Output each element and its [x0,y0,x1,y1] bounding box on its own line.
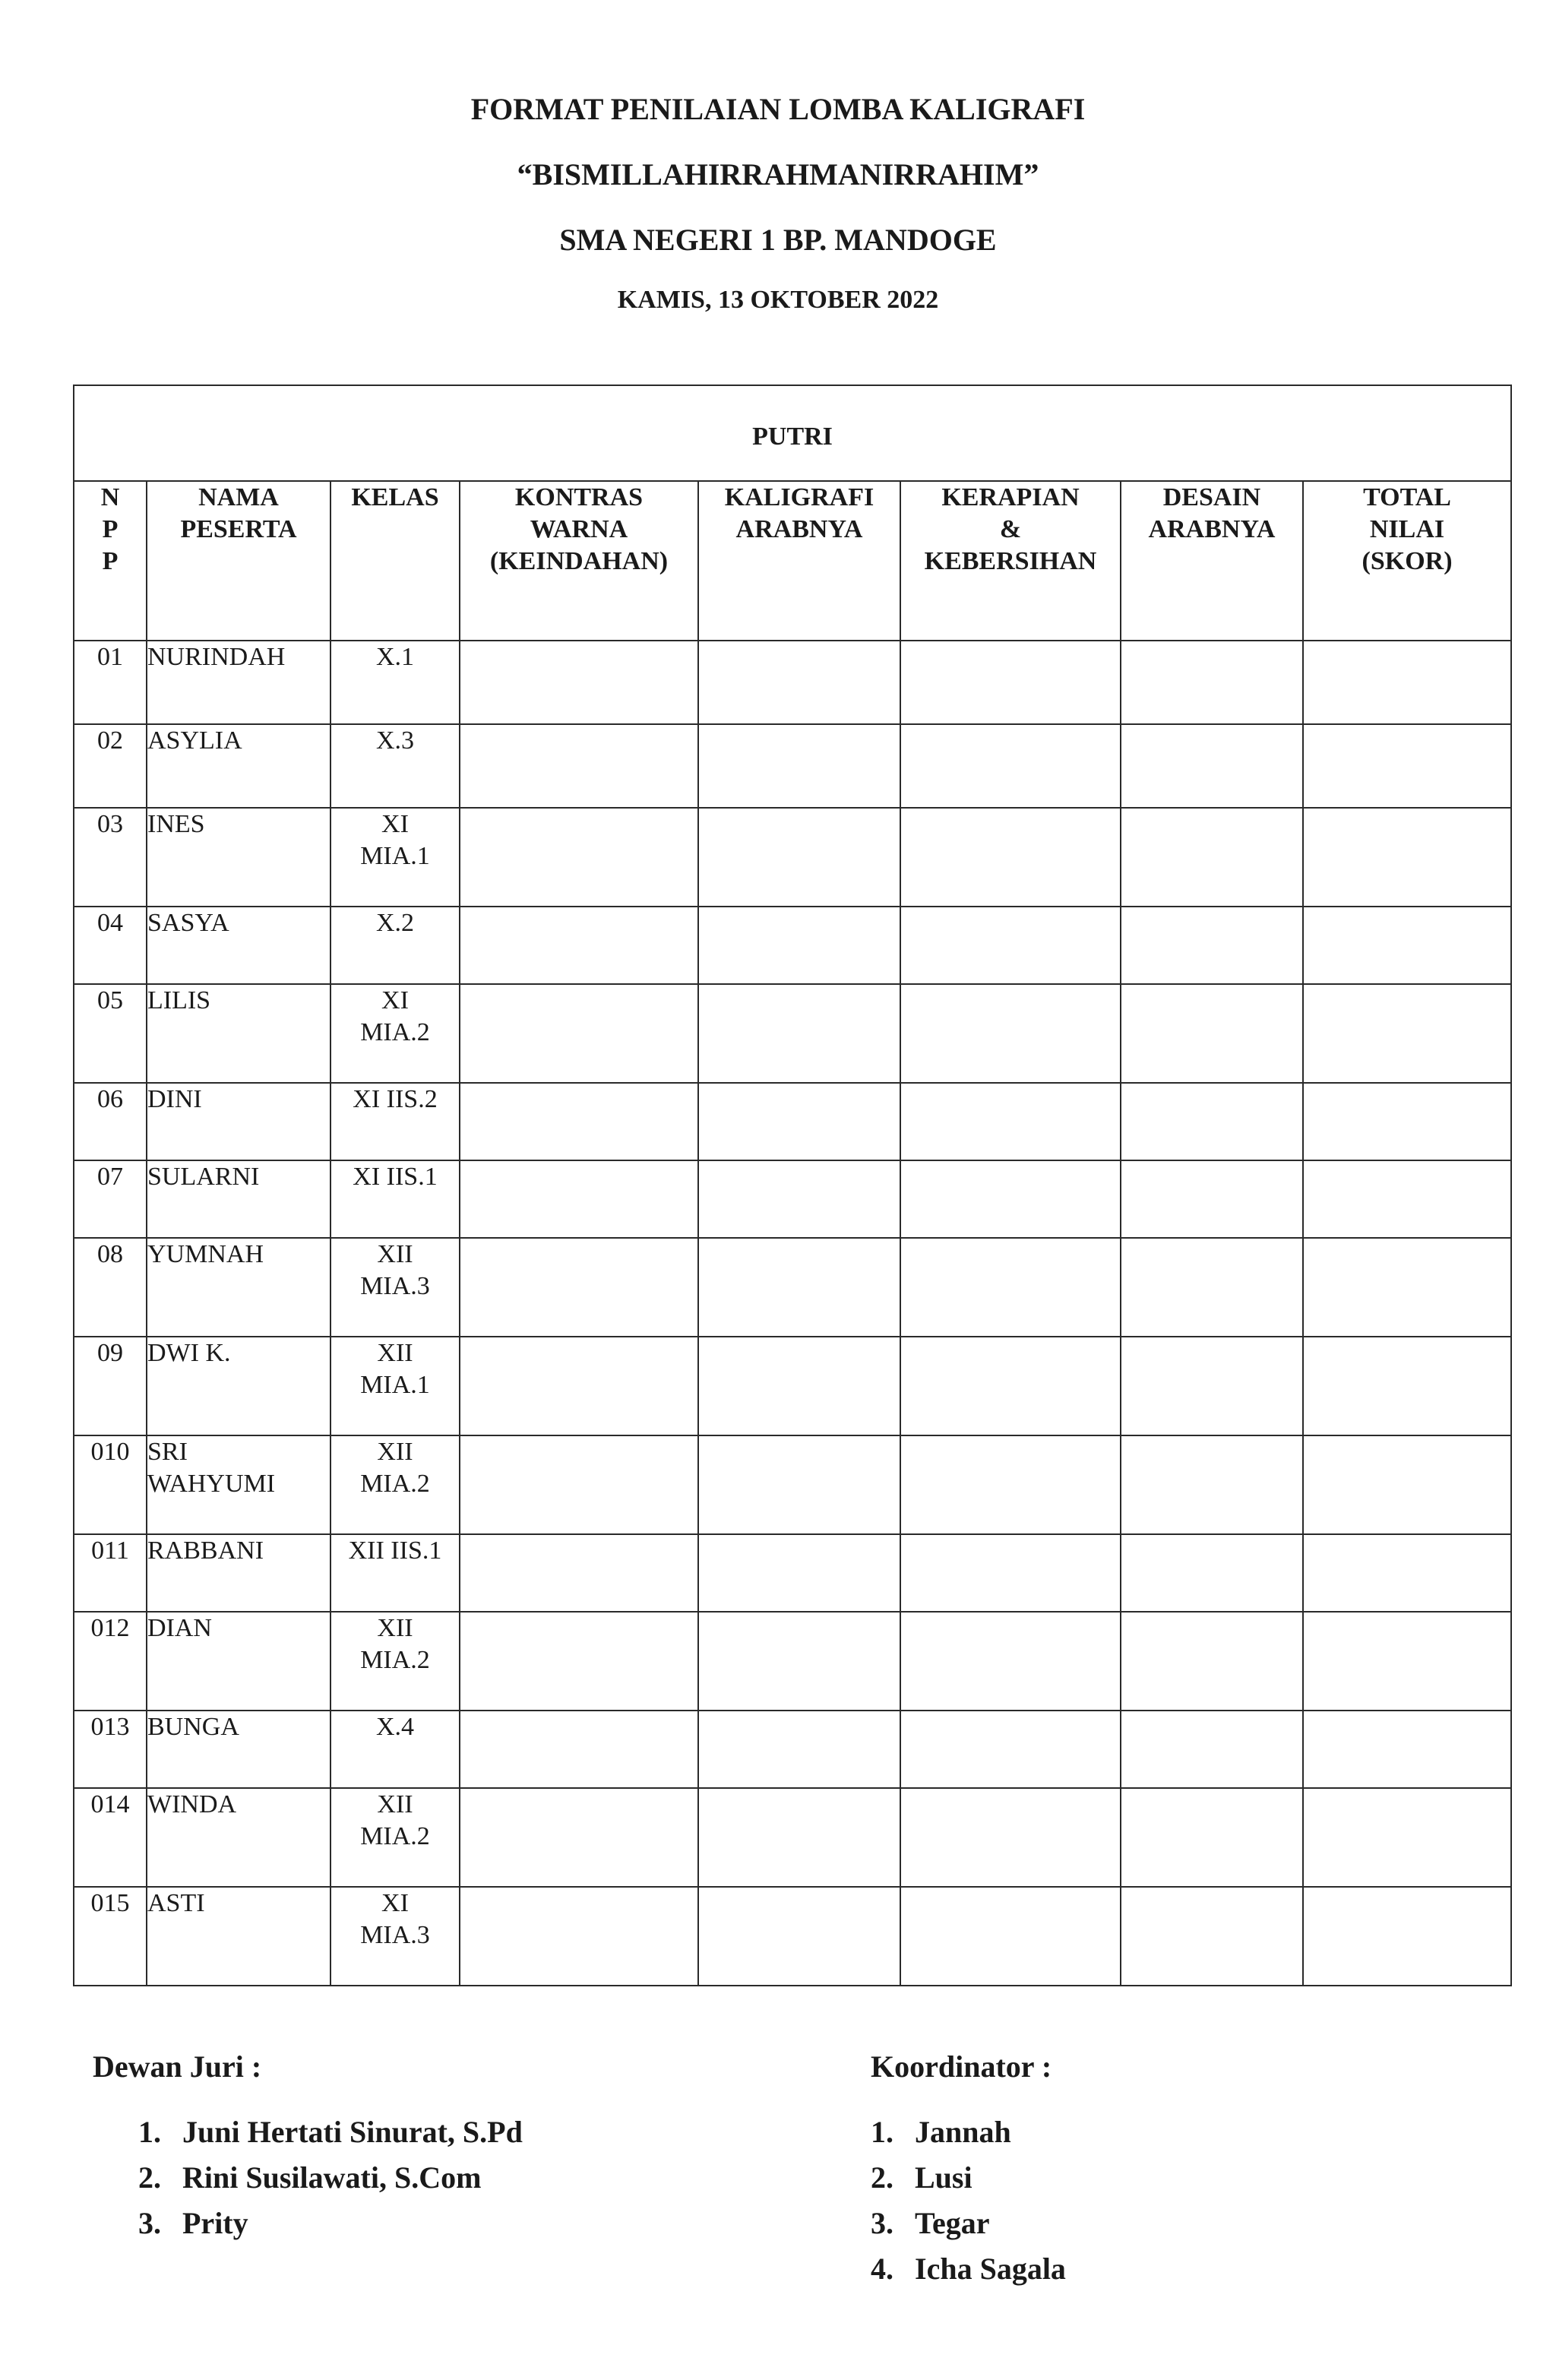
score-kerapian-cell [900,1435,1121,1534]
juri-item [138,2109,523,2155]
npp-cell [74,1337,147,1435]
header-kontras [460,481,698,641]
table-row [74,1711,1511,1788]
score-kontras-cell [460,1337,698,1435]
kelas-value: XI [381,810,409,838]
header-total-line: NILAI [1369,515,1445,543]
kelas-cell [330,1337,460,1435]
npp-cell [74,1887,147,1986]
kelas-value: X.2 [375,909,415,937]
score-kontras-cell [460,1887,698,1986]
kelas-cell [330,1238,460,1337]
table-row [74,1887,1511,1986]
score-kerapian-cell [900,1887,1121,1986]
juri-number: 1. [138,2115,161,2149]
score-kontras-cell [460,1711,698,1788]
juri-name: Rini Susilawati, S.Com [182,2160,482,2195]
npp-cell [74,1711,147,1788]
score-kerapian-cell [900,1711,1121,1788]
score-kontras-cell [460,641,698,724]
nama-cell [147,1160,330,1238]
nama-value: INES [147,810,205,838]
koordinator-heading: Koordinator : [871,2049,1052,2084]
npp-value: 09 [97,1339,123,1367]
score-kaligrafi-cell [698,1534,900,1612]
score-desain-cell [1121,1160,1303,1238]
table-row [74,1083,1511,1160]
score-kontras-cell [460,984,698,1083]
npp-value: 015 [90,1889,130,1917]
score-total-cell [1303,1612,1511,1711]
nama-cell [147,1435,330,1534]
score-desain-cell [1121,1788,1303,1887]
kelas-value: MIA.2 [360,1822,430,1850]
koordinator-name: Tegar [915,2206,990,2240]
npp-cell [74,1435,147,1534]
nama-value: YUMNAH [147,1240,264,1268]
kelas-cell [330,1711,460,1788]
npp-cell [74,1534,147,1612]
kelas-value: MIA.1 [360,1371,430,1399]
koordinator-item [871,2155,1066,2201]
kelas-value: XII IIS.1 [348,1537,442,1565]
score-total-cell [1303,724,1511,808]
score-kontras-cell [460,1534,698,1612]
kelas-cell [330,1612,460,1711]
kelas-value: XII [377,1240,413,1268]
score-kerapian-cell [900,1612,1121,1711]
nama-cell [147,724,330,808]
score-kaligrafi-cell [698,808,900,907]
score-kaligrafi-cell [698,1711,900,1788]
table-row [74,641,1511,724]
nama-value: NURINDAH [147,643,286,671]
kelas-value: XII [377,1614,413,1642]
score-kerapian-cell [900,724,1121,808]
score-kontras-cell [460,1238,698,1337]
nama-cell [147,1612,330,1711]
koordinator-item [871,2201,1066,2246]
score-total-cell [1303,641,1511,724]
header-total [1303,481,1511,641]
score-kontras-cell [460,1160,698,1238]
npp-cell [74,1612,147,1711]
score-kontras-cell [460,808,698,907]
score-total-cell [1303,1711,1511,1788]
nama-cell [147,1788,330,1887]
nama-value: WAHYUMI [147,1470,276,1498]
nama-value: ASTI [147,1889,205,1917]
table-row [74,1160,1511,1238]
npp-value: 05 [97,986,123,1014]
kelas-cell [330,1887,460,1986]
nama-cell [147,1337,330,1435]
score-desain-cell [1121,1887,1303,1986]
npp-value: 07 [97,1163,123,1191]
koordinator-item [871,2246,1066,2292]
kelas-cell [330,1534,460,1612]
score-kaligrafi-cell [698,1887,900,1986]
table-row [74,1435,1511,1534]
score-desain-cell [1121,1534,1303,1612]
scoring-table [73,385,1512,1986]
juri-name: Prity [182,2206,248,2240]
score-total-cell [1303,1534,1511,1612]
kelas-cell [330,1788,460,1887]
juri-heading: Dewan Juri : [93,2049,262,2084]
nama-value: DIAN [147,1614,212,1642]
header-nama-line: NAMA [198,483,279,511]
kelas-value: MIA.3 [360,1921,430,1949]
score-kerapian-cell [900,1337,1121,1435]
nama-cell [147,1083,330,1160]
table-row [74,1534,1511,1612]
header-kontras-line: WARNA [530,515,628,543]
score-desain-cell [1121,1711,1303,1788]
score-kaligrafi-cell [698,1435,900,1534]
juri-item [138,2155,523,2201]
kelas-value: MIA.3 [360,1272,430,1300]
table-row [74,1612,1511,1711]
kelas-cell [330,724,460,808]
score-kontras-cell [460,724,698,808]
score-kontras-cell [460,1083,698,1160]
nama-cell [147,1887,330,1986]
header-kaligrafi-line: ARABNYA [735,515,863,543]
kelas-value: X.4 [375,1713,415,1741]
koordinator-name: Lusi [915,2160,972,2195]
column-header-row [74,481,1511,641]
score-total-cell [1303,907,1511,984]
score-total-cell [1303,1788,1511,1887]
header-nama-line: PESERTA [180,515,297,543]
nama-value: WINDA [147,1790,237,1818]
npp-value: 01 [97,643,123,671]
header-kelas-line: KELAS [351,483,439,511]
score-kerapian-cell [900,1160,1121,1238]
npp-cell [74,1238,147,1337]
group-label: PUTRI [752,423,833,451]
koordinator-number: 1. [871,2115,893,2149]
juri-name: Juni Hertati Sinurat, S.Pd [182,2115,523,2149]
kelas-value: XII [377,1790,413,1818]
nama-cell [147,641,330,724]
score-kaligrafi-cell [698,724,900,808]
nama-value: ASYLIA [147,726,242,755]
score-desain-cell [1121,1083,1303,1160]
score-total-cell [1303,1083,1511,1160]
score-kerapian-cell [900,984,1121,1083]
kelas-value: MIA.2 [360,1646,430,1674]
header-npp-letter: N [100,483,120,511]
koordinator-name: Icha Sagala [915,2252,1066,2286]
npp-value: 06 [97,1085,123,1113]
nama-value: LILIS [147,986,211,1014]
header-desain-line: ARABNYA [1148,515,1276,543]
score-total-cell [1303,1238,1511,1337]
score-kaligrafi-cell [698,984,900,1083]
score-total-cell [1303,1337,1511,1435]
table-row [74,907,1511,984]
header-kelas [330,481,460,641]
kelas-cell [330,1083,460,1160]
document-title: FORMAT PENILAIAN LOMBA KALIGRAFI [470,92,1086,126]
header-kaligrafi-line: KALIGRAFI [724,483,874,511]
header-kerapian-line: & [999,515,1022,543]
kelas-value: XI IIS.2 [353,1085,438,1113]
nama-cell [147,808,330,907]
koordinator-number: 2. [871,2160,893,2195]
score-desain-cell [1121,808,1303,907]
header-kontras-line: KONTRAS [514,483,644,511]
nama-cell [147,1238,330,1337]
header-nama [147,481,330,641]
kelas-value: XI [381,986,409,1014]
kelas-value: XII [377,1438,413,1466]
score-kaligrafi-cell [698,1788,900,1887]
score-kerapian-cell [900,1083,1121,1160]
score-desain-cell [1121,1435,1303,1534]
score-kaligrafi-cell [698,1083,900,1160]
header-kerapian-line: KEBERSIHAN [924,547,1097,575]
table-row [74,1337,1511,1435]
header-npp [74,481,147,641]
kelas-cell [330,808,460,907]
score-kaligrafi-cell [698,641,900,724]
header-kerapian-line: KERAPIAN [941,483,1080,511]
npp-cell [74,641,147,724]
score-kaligrafi-cell [698,1160,900,1238]
kelas-cell [330,641,460,724]
score-total-cell [1303,808,1511,907]
group-label-cell [74,385,1511,481]
kelas-value: XII [377,1339,413,1367]
npp-cell [74,1160,147,1238]
kelas-value: X.3 [375,726,415,755]
npp-value: 011 [91,1537,129,1565]
nama-value: RABBANI [147,1537,264,1565]
npp-cell [74,1788,147,1887]
koordinator-number: 3. [871,2206,893,2240]
koordinator-item [871,2109,1066,2155]
header-kaligrafi [698,481,900,641]
score-kaligrafi-cell [698,1612,900,1711]
score-kerapian-cell [900,641,1121,724]
npp-value: 013 [90,1713,130,1741]
score-kontras-cell [460,907,698,984]
nama-value: BUNGA [147,1713,239,1741]
table-row [74,984,1511,1083]
koordinator-number: 4. [871,2252,893,2286]
group-header-row [74,385,1511,481]
table-row [74,1788,1511,1887]
nama-value: SULARNI [147,1163,260,1191]
score-kaligrafi-cell [698,907,900,984]
score-kerapian-cell [900,1788,1121,1887]
npp-cell [74,724,147,808]
header-total-line: TOTAL [1363,483,1451,511]
header-npp-letter: P [102,515,119,543]
score-kerapian-cell [900,1534,1121,1612]
juri-number: 2. [138,2160,161,2195]
npp-value: 08 [97,1240,123,1268]
score-kontras-cell [460,1435,698,1534]
score-total-cell [1303,1435,1511,1534]
npp-cell [74,1083,147,1160]
score-total-cell [1303,1160,1511,1238]
school-name: SMA NEGERI 1 BP. MANDOGE [559,223,997,257]
npp-value: 04 [97,909,123,937]
score-total-cell [1303,984,1511,1083]
kelas-value: X.1 [375,643,415,671]
kelas-cell [330,907,460,984]
nama-value: SASYA [147,909,229,937]
kelas-value: XI [381,1889,409,1917]
score-desain-cell [1121,641,1303,724]
koordinator-name: Jannah [915,2115,1011,2149]
juri-list [138,2109,523,2246]
nama-cell [147,1534,330,1612]
nama-value: DINI [147,1085,202,1113]
score-kerapian-cell [900,1238,1121,1337]
score-desain-cell [1121,907,1303,984]
header-total-line: (SKOR) [1362,547,1453,575]
juri-number: 3. [138,2206,161,2240]
kelas-value: MIA.2 [360,1470,430,1498]
juri-item [138,2201,523,2246]
npp-cell [74,808,147,907]
npp-value: 010 [90,1438,130,1466]
table-row [74,1238,1511,1337]
header-desain-line: DESAIN [1162,483,1261,511]
nama-cell [147,1711,330,1788]
nama-cell [147,984,330,1083]
score-desain-cell [1121,1238,1303,1337]
npp-value: 03 [97,810,123,838]
event-date: KAMIS, 13 OKTOBER 2022 [617,286,939,314]
score-kontras-cell [460,1788,698,1887]
npp-value: 02 [97,726,123,755]
nama-cell [147,907,330,984]
score-desain-cell [1121,724,1303,808]
npp-value: 014 [90,1790,130,1818]
score-desain-cell [1121,984,1303,1083]
score-kontras-cell [460,1612,698,1711]
npp-cell [74,907,147,984]
document-subtitle: “BISMILLAHIRRAHMANIRRAHIM” [517,157,1039,191]
nama-value: SRI [147,1438,188,1466]
header-kerapian [900,481,1121,641]
header-desain [1121,481,1303,641]
score-kaligrafi-cell [698,1337,900,1435]
kelas-cell [330,1435,460,1534]
kelas-cell [330,984,460,1083]
score-kerapian-cell [900,907,1121,984]
kelas-cell [330,1160,460,1238]
koordinator-list [871,2109,1066,2292]
score-desain-cell [1121,1337,1303,1435]
score-kerapian-cell [900,808,1121,907]
score-desain-cell [1121,1612,1303,1711]
nama-value: DWI K. [147,1339,231,1367]
header-kontras-line: (KEINDAHAN) [489,547,669,575]
header-npp-letter: P [102,547,119,575]
table-row [74,724,1511,808]
npp-value: 012 [90,1614,130,1642]
npp-cell [74,984,147,1083]
score-kaligrafi-cell [698,1238,900,1337]
kelas-value: MIA.2 [360,1018,430,1046]
kelas-value: MIA.1 [360,842,430,870]
kelas-value: XI IIS.1 [353,1163,438,1191]
score-total-cell [1303,1887,1511,1986]
table-row [74,808,1511,907]
